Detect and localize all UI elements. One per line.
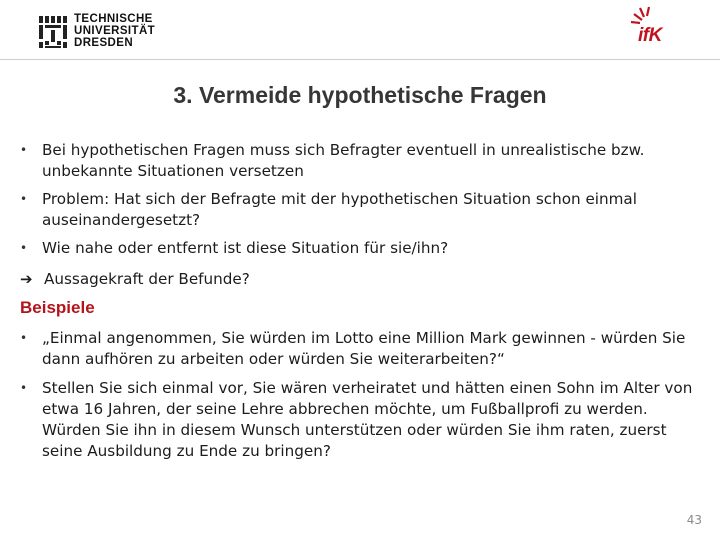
arrow-bullet-text: Aussagekraft der Befunde? bbox=[44, 270, 250, 288]
tu-dresden-logo bbox=[38, 13, 155, 51]
tu-dresden-wordmark: TECHNISCHE UNIVERSITÄT DRESDEN bbox=[74, 13, 156, 49]
examples-heading: Beispiele bbox=[20, 298, 95, 317]
bullet-text: Wie nahe oder entfernt ist diese Situation für sie/ihn? bbox=[42, 239, 449, 257]
bullet-dot-icon: • bbox=[20, 381, 28, 395]
bullet-dot-icon: • bbox=[20, 143, 28, 157]
bullet-text: Bei hypothetischen Fragen muss sich Befragter eventuell in unrealistische bzw. unbekannte Situationen versetzen bbox=[42, 141, 645, 180]
example-item bbox=[20, 328, 705, 370]
ifk-wordmark: ifK bbox=[638, 25, 662, 46]
arrow-right-icon: ➔ bbox=[20, 270, 33, 288]
bullet-item bbox=[20, 189, 705, 231]
ifk-logo bbox=[630, 6, 690, 48]
page-number: 43 bbox=[686, 513, 702, 527]
example-text: Stellen Sie sich einmal vor, Sie wären verheiratet und hätten einen Sohn im Alter von etwa 16 Jahren, der seine Lehre abbrechen möchte, um Fußballprofi zu werden. Würden Sie ihn in diesem Wunsch unterstützen oder würden Sie ihm raten, zuerst seine Ausbildung zu Ende zu bringen? bbox=[42, 379, 693, 460]
bullet-dot-icon: • bbox=[20, 241, 28, 255]
example-item bbox=[20, 378, 705, 462]
bullet-dot-icon: • bbox=[20, 192, 28, 206]
example-text: „Einmal angenommen, Sie würden im Lotto eine Million Mark gewinnen - würden Sie dann aufhören zu arbeiten oder würden Sie weiterarbeiten?“ bbox=[42, 329, 686, 368]
header-divider bbox=[0, 59, 720, 60]
slide-title: 3. Vermeide hypothetische Fragen bbox=[173, 82, 547, 108]
arrow-bullet bbox=[20, 269, 705, 290]
tu-dresden-emblem-icon bbox=[38, 15, 68, 49]
bullet-item bbox=[20, 140, 705, 182]
bullet-dot-icon: • bbox=[20, 331, 28, 345]
bullet-item bbox=[20, 238, 705, 259]
slide-content bbox=[20, 140, 705, 462]
bullet-text: Problem: Hat sich der Befragte mit der hypothetischen Situation schon einmal auseinandergesetzt? bbox=[42, 190, 637, 229]
